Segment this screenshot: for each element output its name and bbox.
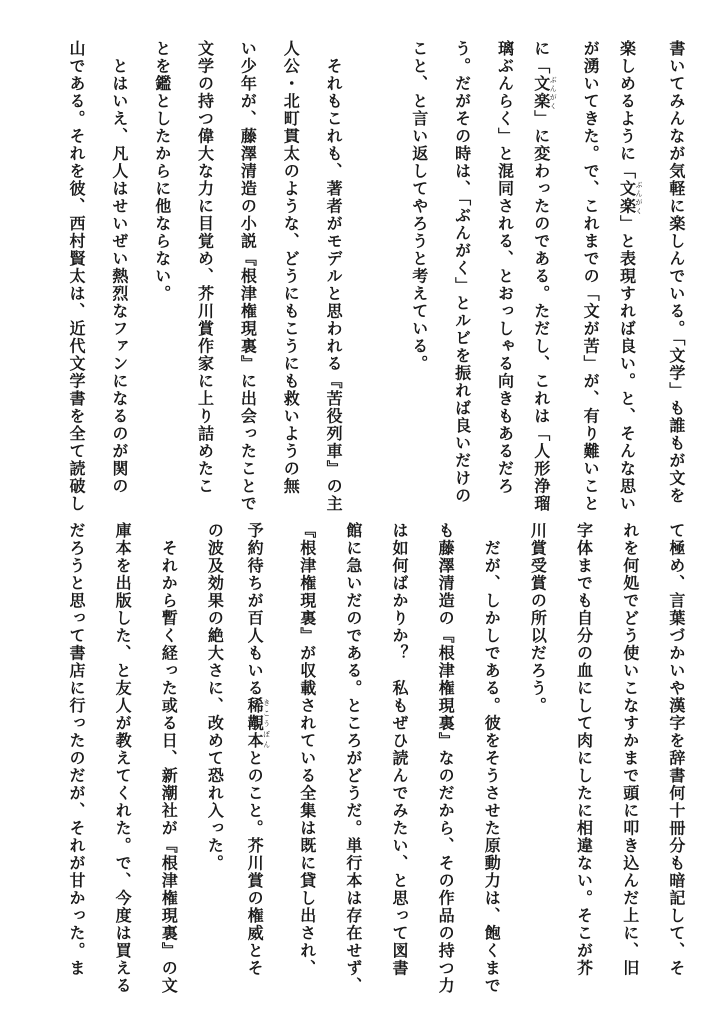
text-column: い少年が、藤澤清造の小説『根津権現裏』に出会ったことで: [238, 40, 258, 513]
text-column: 『根津権現裏』が収載されている全集は既に貸し出され、: [297, 522, 317, 977]
text-column: 山である。それを彼、西村賢太は、近代文学書を全て読破し: [67, 40, 86, 513]
text-column: だろうと思って書店に行ったのだが、それが甘かった。ま: [67, 522, 86, 977]
text-column: て極め、言葉づかいや漢字を辞書何十冊分も暗記して、そ: [666, 522, 686, 977]
lower-text-block: [66, 522, 686, 995]
text-column: が湧いてきた。で、これまでの「文が苦」が、有り難いこと: [581, 40, 601, 513]
text-column: 人公・北町貫太のような、どうにもこうにも救いようの無: [281, 40, 301, 495]
text-column: 楽しめるように「文楽ぶんがく」と表現すれば良い。と、そんな思い: [617, 40, 643, 513]
text-column: 璃ぶんらく」と混同される、とおっしゃる向きもあるだろ: [495, 40, 515, 495]
text-column: 予約待ちが百人もいる稀覯本きこうぼんとのこと。芥川賞の権威とそ: [245, 522, 271, 977]
text-column: とを鑑としたからに他ならない。: [152, 40, 172, 303]
text-column: それから暫く経った或る日、新潮社が『根津権現裏』の文: [159, 522, 179, 995]
text-column: 字体までも自分の血にして肉にしたに相違ない。そこが芥: [574, 522, 594, 977]
text-column: 書いてみんなが気軽に楽しんでいる。「文学」も誰もが文を: [666, 40, 686, 505]
text-column: の波及効果の絶大さに、改めて恐れ入った。: [205, 522, 225, 872]
text-column: 庫本を出版した、と友人が教えてくれた。で、今度は買える: [113, 522, 133, 995]
text-column: 文学の持つ偉大な力に目覚め、芥川賞作家に上り詰めたこ: [195, 40, 215, 495]
text-column: 川賞受賞の所以だろう。: [528, 522, 548, 715]
text-column: こと、と言い返してやろうと考えている。: [409, 40, 429, 373]
text-column: それもこれも、著者がモデルと思われる『苦役列車』の主: [324, 40, 344, 513]
text-column: う。だがその時は、「ぶんがく」とルビを振れば良いだけの: [452, 40, 472, 505]
text-column: れを何処でどう使いこなすかまで頭に叩き込んだ上に、旧: [620, 522, 640, 977]
text-column: も藤澤清造の『根津権現裏』なのだから、その作品の持つ力: [436, 522, 456, 995]
text-column: 館に急いだのである。ところがどうだ。単行本は存在せず、: [343, 522, 363, 995]
text-column: は如何ばかりか？ 私もぜひ読んでみたい、と思って図書: [389, 522, 409, 977]
text-column: とはいえ、凡人はせいぜい熱烈なファンになるのが関の: [109, 40, 129, 495]
text-column: だが、しかしである。彼をそうさせた原動力は、飽くまで: [482, 522, 502, 995]
text-column: に「文楽ぶんがく」に変わったのである。ただし、これは「人形浄瑠: [531, 40, 558, 513]
upper-text-block: [66, 40, 686, 513]
